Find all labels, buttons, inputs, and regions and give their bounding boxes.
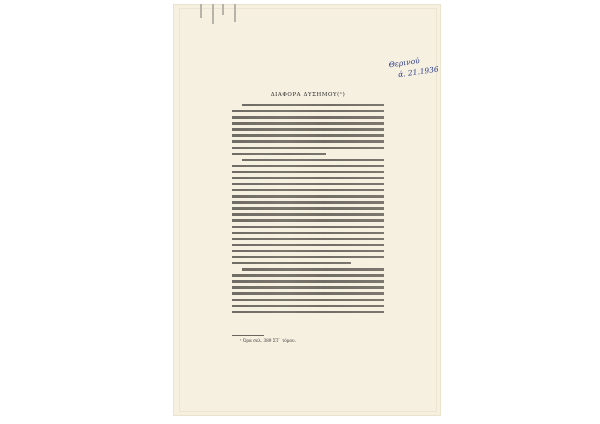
binding-marks: [200, 4, 260, 34]
text-line: [232, 238, 384, 240]
text-line: [232, 213, 384, 215]
text-line: [232, 274, 384, 276]
text-line: [232, 280, 384, 282]
text-line: [232, 171, 384, 173]
text-line: [232, 256, 384, 258]
text-line: [232, 244, 384, 246]
footnote-rule: [232, 335, 264, 336]
text-line: [242, 268, 384, 270]
text-line: [232, 183, 384, 185]
text-line: [232, 122, 384, 124]
text-line: [232, 232, 384, 234]
text-line: [232, 153, 326, 155]
text-line: [232, 134, 384, 136]
text-line: [232, 110, 384, 112]
text-line: [232, 189, 384, 191]
text-line: [232, 177, 384, 179]
text-line: [232, 219, 384, 221]
text-line: [232, 226, 384, 228]
text-line: [232, 128, 384, 130]
handwritten-line-1: Θερινού: [388, 56, 421, 70]
text-line: [232, 299, 384, 301]
text-line: [232, 147, 384, 149]
handwritten-line-2: ά. 21.1936: [397, 64, 440, 80]
document-heading: ΔΙΑΦΟΡΑ ΔΥΣΗΜΟΥ(¹): [270, 92, 346, 98]
text-line: [232, 140, 384, 142]
text-line: [232, 207, 384, 209]
footnote: ¹ Όρα σελ. 389 ΣΤ΄ τόμου.: [240, 338, 296, 343]
text-line: [232, 305, 384, 307]
text-line: [232, 165, 384, 167]
text-line: [232, 116, 384, 118]
text-line: [232, 262, 351, 264]
text-line: [232, 286, 384, 288]
text-line: [232, 292, 384, 294]
text-line: [242, 159, 384, 161]
text-line: [232, 311, 384, 313]
text-line: [242, 104, 384, 106]
text-line: [232, 195, 384, 197]
text-line: [232, 201, 384, 203]
text-line: [232, 250, 384, 252]
body-text-block: [232, 104, 384, 317]
